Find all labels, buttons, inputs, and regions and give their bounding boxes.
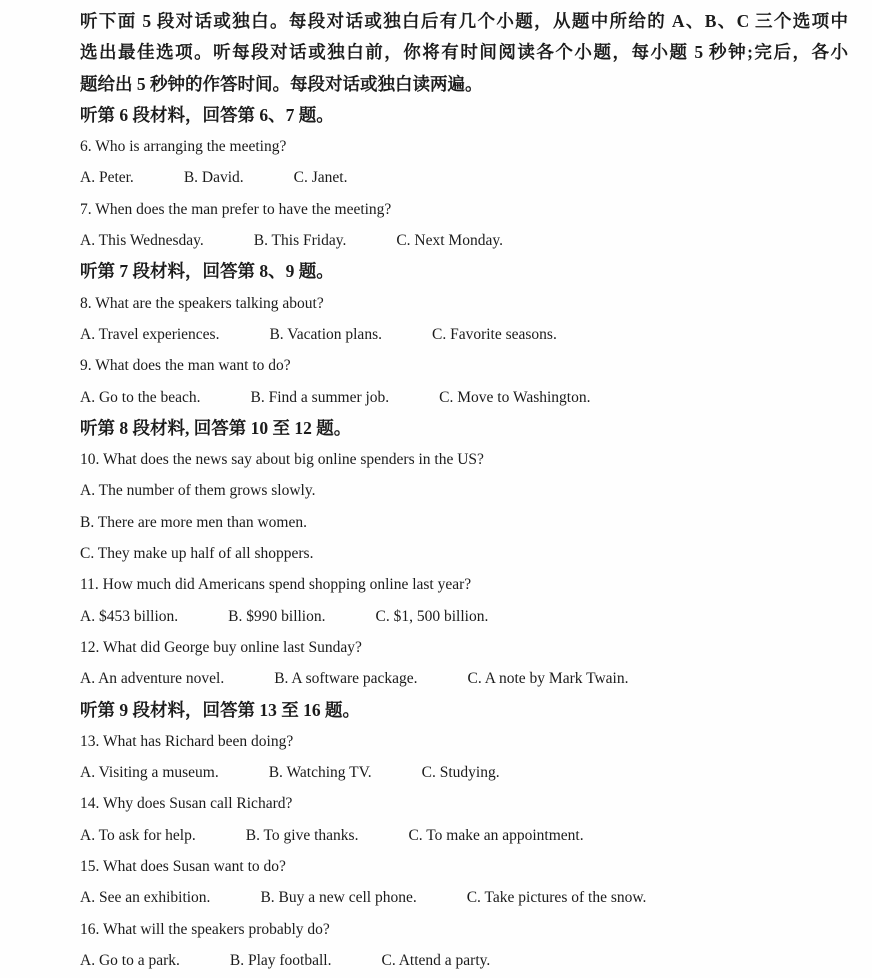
question-9-options: [80, 382, 848, 413]
question-11-option-c: C. $1, 500 billion.: [375, 607, 489, 625]
question-6-option-a: A. Peter.: [80, 169, 134, 187]
question-14-option-a: A. To ask for help.: [80, 826, 196, 844]
question-13-options: [80, 757, 848, 788]
question-16-options: [80, 945, 848, 976]
question-9-option-b: B. Find a summer job.: [250, 388, 390, 406]
question-12-text: 12. What did George buy online last Sunday?: [80, 638, 362, 656]
question-9-option-c: C. Move to Washington.: [439, 388, 591, 406]
question-6-option-b: B. David.: [183, 169, 244, 187]
question-13-option-c: C. Studying.: [421, 764, 500, 782]
question-6-options: [80, 162, 848, 193]
question-13-option-b: B. Watching TV.: [268, 764, 372, 782]
question-14-option-b: B. To give thanks.: [245, 826, 359, 844]
question-15-option-a: A. See an exhibition.: [80, 889, 211, 907]
question-16-option-a: A. Go to a park.: [80, 951, 180, 969]
question-14-options: [80, 820, 848, 851]
question-14-text: 14. Why does Susan call Richard?: [80, 795, 293, 813]
question-10-options: [80, 475, 848, 569]
question-9-option-a: A. Go to the beach.: [80, 388, 201, 406]
section-header-material-6: 听第 6 段材料，回答第 6、7 题。: [80, 104, 334, 125]
section-header-material-8: 听第 8 段材料, 回答第 10 至 12 题。: [80, 417, 352, 438]
question-8-option-c: C. Favorite seasons.: [431, 325, 557, 343]
question-12-option-a: A. An adventure novel.: [80, 670, 225, 688]
question-12-option-b: B. A software package.: [274, 670, 418, 688]
question-6-text: 6. Who is arranging the meeting?: [80, 138, 287, 156]
question-12-options: [80, 663, 848, 694]
question-11-options: [80, 601, 848, 632]
question-13-text: 13. What has Richard been doing?: [80, 732, 294, 750]
question-10-text: 10. What does the news say about big online spenders in the US?: [80, 451, 484, 469]
question-16-option-c: C. Attend a party.: [381, 951, 491, 969]
question-11-option-a: A. $453 billion.: [80, 607, 179, 625]
question-9-text: 9. What does the man want to do?: [80, 357, 291, 375]
instructions-line-1: 听下面 5 段对话或独白。每段对话或独白后有几个小题，从题中所给的 A、B、C 三个选项中: [80, 11, 848, 31]
question-8-option-a: A. Travel experiences.: [80, 325, 220, 343]
question-8-option-b: B. Vacation plans.: [269, 325, 382, 343]
question-8-options: [80, 319, 848, 350]
question-15-option-c: C. Take pictures of the snow.: [466, 889, 647, 907]
question-16-text: 16. What will the speakers probably do?: [80, 920, 330, 938]
question-7-option-c: C. Next Monday.: [396, 232, 503, 250]
question-15-options: [80, 882, 848, 913]
instructions-line-3: 题给出 5 秒钟的作答时间。每段对话或独白读两遍。: [80, 73, 483, 94]
section-header-material-9: 听第 9 段材料，回答第 13 至 16 题。: [80, 699, 360, 720]
question-7-text: 7. When does the man prefer to have the meeting?: [80, 200, 392, 218]
instructions-line-2: 选出最佳选项。听每段对话或独白前，你将有时间阅读各个小题，每小题 5 秒钟;完后，各小: [80, 42, 848, 63]
question-8-text: 8. What are the speakers talking about?: [80, 294, 324, 312]
question-11-option-b: B. $990 billion.: [228, 607, 326, 625]
section-header-material-7: 听第 7 段材料，回答第 8、9 题。: [80, 261, 334, 282]
question-11-text: 11. How much did Americans spend shopping online last year?: [80, 576, 472, 594]
question-10-option-c: C. They make up half of all shoppers.: [80, 545, 314, 563]
question-16-option-b: B. Play football.: [229, 951, 332, 969]
question-12-option-c: C. A note by Mark Twain.: [467, 670, 629, 688]
question-10-option-a: A. The number of them grows slowly.: [80, 482, 316, 500]
question-6-option-c: C. Janet.: [293, 169, 348, 187]
question-15-text: 15. What does Susan want to do?: [80, 858, 286, 876]
question-13-option-a: A. Visiting a museum.: [80, 764, 219, 782]
question-7-options: [80, 225, 848, 256]
question-7-option-b: B. This Friday.: [253, 232, 347, 250]
listening-instructions: [80, 6, 848, 100]
question-14-option-c: C. To make an appointment.: [408, 826, 584, 844]
question-7-option-a: A. This Wednesday.: [80, 232, 204, 250]
question-10-option-b: B. There are more men than women.: [80, 513, 307, 531]
question-15-option-b: B. Buy a new cell phone.: [260, 889, 417, 907]
